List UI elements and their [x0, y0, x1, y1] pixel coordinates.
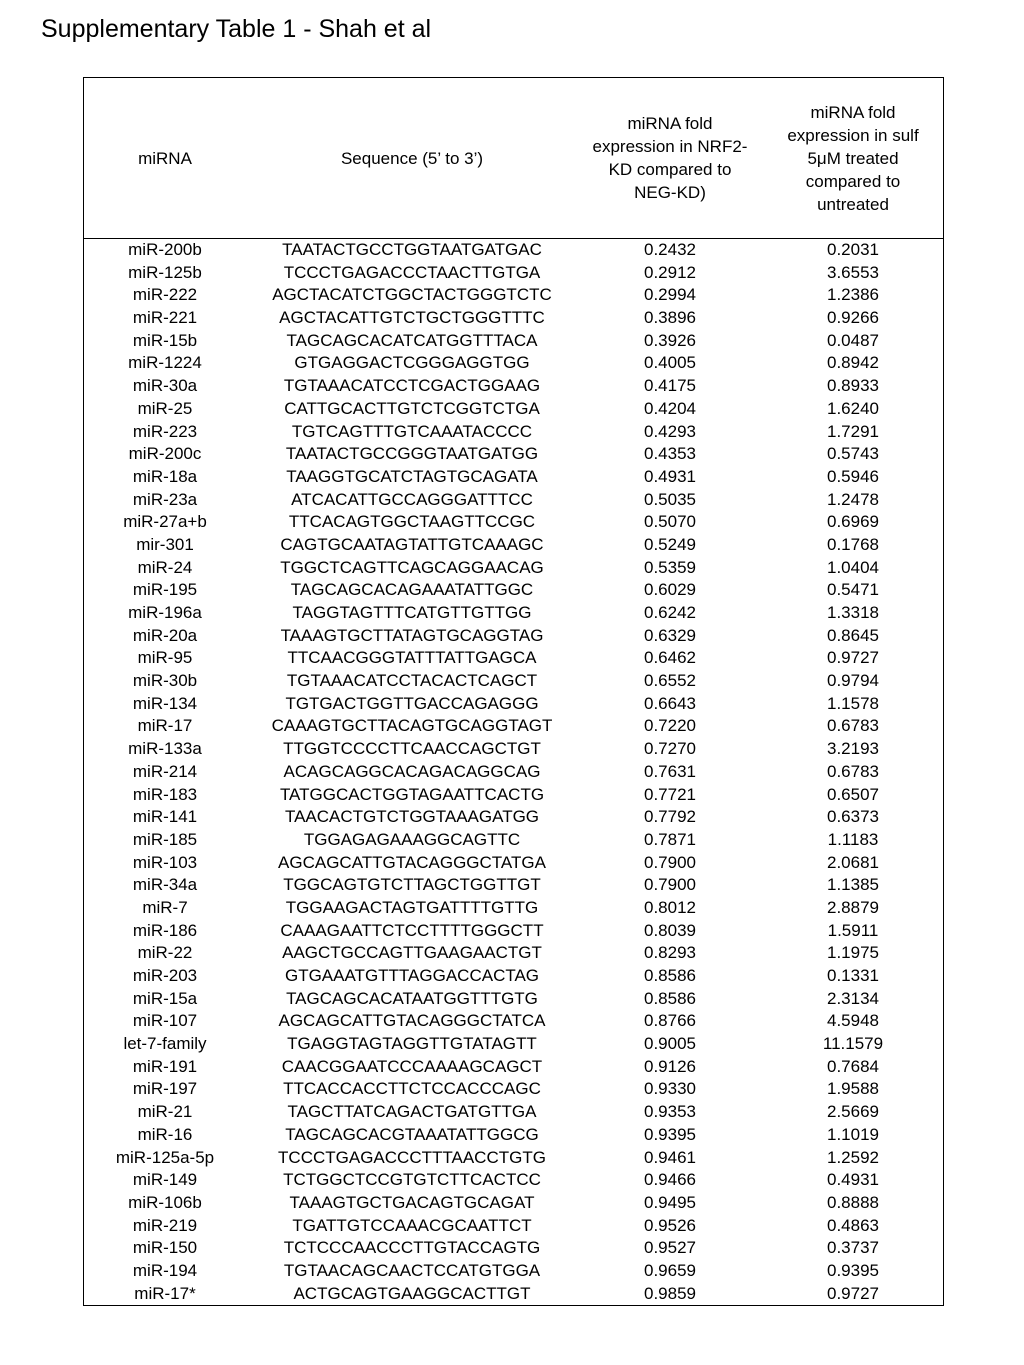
table-row [84, 829, 943, 852]
fold-sulf-treated-cell: 0.1768 [827, 534, 879, 554]
fold-sulf-treated-cell: 0.8645 [827, 625, 879, 645]
table-row [84, 965, 943, 988]
table-row [84, 307, 943, 330]
fold-nrf2-kd-cell: 0.9526 [644, 1215, 696, 1235]
sequence-cell: TGGAAGACTAGTGATTTTGTTG [285, 897, 539, 917]
table-row [84, 1215, 943, 1238]
fold-nrf2-kd-cell: 0.9659 [644, 1260, 696, 1280]
fold-nrf2-kd-cell: 0.2432 [644, 240, 696, 259]
header-line: NEG-KD) [634, 183, 706, 202]
mirna-cell: miR-107 [132, 1011, 198, 1031]
sequence-cell: TAGCAGCACATCATGGTTTACA [286, 330, 538, 350]
table-row [84, 874, 943, 897]
fold-sulf-treated-cell: 0.5946 [827, 466, 879, 486]
fold-sulf-treated-cell: 0.4863 [827, 1215, 879, 1235]
fold-sulf-treated-cell: 0.3737 [827, 1238, 879, 1258]
mirna-cell: miR-21 [137, 1102, 193, 1122]
fold-nrf2-kd-cell: 0.2994 [644, 285, 696, 305]
mirna-cell: miR-141 [132, 807, 198, 827]
fold-nrf2-kd-cell: 0.6552 [644, 671, 696, 691]
mirna-cell: miR-133a [128, 739, 202, 759]
header-mirna [84, 78, 246, 238]
fold-nrf2-kd-cell: 0.3926 [644, 330, 696, 350]
sequence-cell: TAAGGTGCATCTAGTGCAGATA [286, 466, 538, 486]
header-fold-nrf2-kd [578, 78, 762, 238]
sequence-cell: TAATACTGCCGGGTAATGATGG [285, 444, 539, 464]
table-header-row [84, 78, 943, 239]
fold-sulf-treated-cell: 1.5911 [827, 920, 879, 940]
table-row [84, 352, 943, 375]
fold-nrf2-kd-cell: 0.9495 [644, 1192, 696, 1212]
fold-nrf2-kd-cell: 0.6462 [644, 648, 696, 668]
table-row [84, 761, 943, 784]
sequence-cell: TCCCTGAGACCCTTTAACCTGTG [278, 1147, 546, 1167]
mirna-cell: miR-150 [132, 1238, 198, 1258]
header-lines [138, 147, 192, 170]
fold-nrf2-kd-cell: 0.9330 [644, 1079, 696, 1099]
sequence-cell: ACTGCAGTGAAGGCACTTGT [293, 1283, 531, 1303]
sequence-cell: TCCCTGAGACCCTAACTTGTGA [283, 262, 541, 282]
mirna-cell: miR-20a [132, 625, 198, 645]
fold-nrf2-kd-cell: 0.4175 [644, 376, 696, 396]
fold-sulf-treated-cell: 1.1578 [827, 693, 879, 713]
fold-sulf-treated-cell: 0.8942 [827, 353, 879, 373]
sequence-cell: AGCTACATCTGGCTACTGGGTCTC [272, 285, 552, 305]
sequence-cell: GTGAAATGTTTAGGACCACTAG [284, 966, 540, 985]
fold-nrf2-kd-cell: 0.7220 [644, 716, 696, 736]
fold-nrf2-kd-cell: 0.7270 [644, 739, 696, 759]
document-title: Supplementary Table 1 - Shah et al [41, 15, 432, 43]
fold-sulf-treated-cell: 1.3318 [827, 603, 879, 622]
mirna-cell: miR-1224 [128, 353, 202, 373]
table-row [84, 443, 943, 466]
table-row [84, 579, 943, 602]
mirna-cell: miR-103 [132, 852, 198, 872]
mirna-cell: miR-214 [132, 761, 198, 781]
sequence-cell: TAGGTAGTTTCATGTTGTTGG [292, 603, 532, 622]
fold-nrf2-kd-cell: 0.9859 [644, 1283, 696, 1303]
sequence-cell: TCTCCCAACCCTTGTACCAGTG [283, 1238, 541, 1258]
fold-sulf-treated-cell: 0.9395 [827, 1260, 879, 1280]
fold-sulf-treated-cell: 1.0404 [827, 557, 879, 577]
sequence-cell: CAAAGAATTCTCCTTTTGGGCTT [280, 920, 544, 940]
fold-sulf-treated-cell: 0.6783 [827, 761, 879, 781]
mirna-cell: miR-196a [128, 603, 202, 622]
mirna-cell: miR-200c [128, 444, 202, 464]
mirna-cell: miR-18a [132, 466, 198, 486]
fold-sulf-treated-cell: 0.9727 [827, 648, 879, 668]
mirna-cell: miR-22 [137, 943, 193, 963]
fold-nrf2-kd-cell: 0.8766 [644, 1011, 696, 1031]
header-line: Sequence (5’ to 3’) [340, 148, 484, 168]
mirna-cell: miR-219 [132, 1215, 198, 1235]
fold-nrf2-kd-cell: 0.7900 [644, 875, 696, 895]
table-row [84, 330, 943, 353]
table-row [84, 1101, 943, 1124]
table-row [84, 1260, 943, 1283]
fold-nrf2-kd-cell: 0.9005 [644, 1034, 696, 1054]
mirna-cell: miR-17* [134, 1283, 196, 1303]
fold-nrf2-kd-cell: 0.4204 [644, 398, 696, 418]
sequence-cell: TCTGGCTCCGTGTCTTCACTCC [283, 1170, 541, 1190]
header-line: miRNA fold [810, 102, 896, 122]
sequence-cell: TGTAACAGCAACTCCATGTGGA [283, 1260, 541, 1280]
fold-nrf2-kd-cell: 0.7721 [644, 784, 696, 804]
table-row [84, 421, 943, 444]
header-line: compared to [805, 171, 901, 191]
fold-nrf2-kd-cell: 0.4005 [644, 353, 696, 373]
table-row [84, 715, 943, 738]
mirna-cell: miR-186 [132, 920, 198, 940]
fold-nrf2-kd-cell: 0.4931 [644, 466, 696, 486]
mirna-cell: miR-125b [128, 262, 202, 282]
table-row [84, 1283, 943, 1306]
fold-sulf-treated-cell: 0.6783 [827, 716, 879, 736]
fold-sulf-treated-cell: 0.6373 [827, 807, 879, 827]
fold-sulf-treated-cell: 4.5948 [827, 1011, 879, 1031]
fold-nrf2-kd-cell: 0.6242 [644, 603, 696, 622]
table-row [84, 1078, 943, 1101]
mirna-cell: miR-23a [132, 489, 198, 509]
sequence-cell: CAACGGAATCCCAAAAGCAGCT [281, 1056, 543, 1076]
fold-nrf2-kd-cell: 0.9126 [644, 1056, 696, 1076]
mirna-cell: miR-134 [132, 693, 198, 713]
table-row [84, 784, 943, 807]
fold-nrf2-kd-cell: 0.4353 [644, 444, 696, 464]
fold-sulf-treated-cell: 3.2193 [827, 739, 879, 759]
sequence-cell: TATGGCACTGGTAGAATTCACTG [279, 784, 545, 804]
mirna-table [83, 77, 944, 1306]
fold-nrf2-kd-cell: 0.7900 [644, 852, 696, 872]
header-lines [593, 112, 748, 204]
table-row [84, 738, 943, 761]
fold-sulf-treated-cell: 1.2592 [827, 1147, 879, 1167]
sequence-cell: TTGGTCCCCTTCAACCAGCTGT [283, 739, 541, 759]
sequence-cell: AAGCTGCCAGTTGAAGAACTGT [282, 943, 542, 963]
sequence-cell: TGGCTCAGTTCAGCAGGAACAG [280, 557, 544, 577]
fold-nrf2-kd-cell: 0.9466 [644, 1170, 696, 1190]
fold-nrf2-kd-cell: 0.8039 [644, 920, 696, 940]
fold-sulf-treated-cell: 1.6240 [827, 398, 879, 418]
header-line: expression in NRF2- [592, 137, 748, 156]
mirna-cell: miR-197 [132, 1079, 198, 1099]
mirna-cell: miR-203 [132, 966, 198, 985]
mirna-cell: miR-195 [132, 580, 198, 600]
table-row [84, 1237, 943, 1260]
mirna-cell: miR-125a-5p [115, 1147, 215, 1167]
table-row [84, 466, 943, 489]
header-line: untreated [817, 194, 889, 214]
fold-sulf-treated-cell: 1.1183 [827, 829, 879, 849]
fold-nrf2-kd-cell: 0.8586 [644, 966, 696, 985]
mirna-cell: miR-185 [132, 829, 198, 849]
sequence-cell: CAAAGTGCTTACAGTGCAGGTAGT [271, 716, 553, 736]
sequence-cell: ATCACATTGCCAGGGATTTCC [291, 489, 533, 509]
fold-nrf2-kd-cell: 0.9395 [644, 1124, 696, 1144]
fold-nrf2-kd-cell: 0.5035 [644, 489, 696, 509]
sequence-cell: TGGCAGTGTCTTAGCTGGTTGT [283, 875, 541, 895]
sequence-cell: TGTCAGTTTGTCAAATACCCC [291, 421, 533, 441]
table-row [84, 602, 943, 625]
fold-nrf2-kd-cell: 0.3896 [644, 308, 696, 328]
header-line: KD compared to [608, 160, 732, 179]
fold-nrf2-kd-cell: 0.7631 [644, 761, 696, 781]
fold-nrf2-kd-cell: 0.5070 [644, 512, 696, 532]
sequence-cell: AGCTACATTGTCTGCTGGGTTTC [279, 308, 545, 328]
fold-sulf-treated-cell: 0.9266 [827, 308, 879, 328]
table-row [84, 489, 943, 512]
fold-nrf2-kd-cell: 0.6029 [644, 580, 696, 600]
fold-sulf-treated-cell: 0.5743 [827, 444, 879, 464]
fold-nrf2-kd-cell: 0.9461 [644, 1147, 696, 1167]
fold-sulf-treated-cell: 0.1331 [827, 966, 879, 985]
table-row [84, 806, 943, 829]
fold-nrf2-kd-cell: 0.5359 [644, 557, 696, 577]
fold-sulf-treated-cell: 1.7291 [827, 421, 879, 441]
fold-sulf-treated-cell: 2.3134 [827, 988, 879, 1008]
header-lines [341, 147, 483, 170]
table-row [84, 1056, 943, 1079]
mirna-cell: miR-25 [137, 398, 193, 418]
sequence-cell: GTGAGGACTCGGGAGGTGG [294, 353, 530, 373]
sequence-cell: TGATTGTCCAAACGCAATTCT [292, 1215, 532, 1235]
sequence-cell: AGCAGCATTGTACAGGGCTATCA [278, 1011, 546, 1031]
fold-sulf-treated-cell: 1.1975 [827, 943, 879, 963]
table-row [84, 1033, 943, 1056]
fold-nrf2-kd-cell: 0.6643 [644, 693, 696, 713]
sequence-cell: AGCAGCATTGTACAGGGCTATGA [278, 852, 546, 872]
fold-sulf-treated-cell: 0.7684 [827, 1056, 879, 1076]
table-row [84, 1147, 943, 1170]
sequence-cell: TAGCTTATCAGACTGATGTTGA [287, 1102, 537, 1122]
fold-nrf2-kd-cell: 0.9527 [644, 1238, 696, 1258]
table-row [84, 375, 943, 398]
mirna-cell: miR-149 [132, 1170, 198, 1190]
mirna-cell: miR-15a [132, 988, 198, 1008]
table-row [84, 1010, 943, 1033]
header-line: 5μM treated [807, 148, 899, 168]
sequence-cell: TGGAGAGAAAGGCAGTTC [303, 829, 521, 849]
mirna-cell: miR-183 [132, 784, 198, 804]
header-line: miRNA [138, 148, 192, 168]
sequence-cell: TGTAAACATCCTCGACTGGAAG [283, 376, 541, 396]
table-row [84, 262, 943, 285]
sequence-cell: TAGCAGCACGTAAATATTGGCG [285, 1124, 539, 1144]
mirna-cell: miR-34a [132, 875, 198, 895]
mirna-cell: miR-17 [137, 716, 193, 736]
table-row [84, 1124, 943, 1147]
fold-sulf-treated-cell: 1.2478 [827, 489, 879, 509]
fold-sulf-treated-cell: 0.6969 [827, 512, 879, 532]
mirna-cell: miR-194 [132, 1260, 198, 1280]
sequence-cell: TGAGGTAGTAGGTTGTATAGTT [287, 1034, 537, 1054]
fold-sulf-treated-cell: 11.1579 [822, 1034, 884, 1054]
sequence-cell: TGTGACTGGTTGACCAGAGGG [285, 693, 539, 713]
fold-nrf2-kd-cell: 0.8586 [644, 988, 696, 1008]
fold-sulf-treated-cell: 1.1385 [827, 875, 879, 895]
table-row [84, 1169, 943, 1192]
fold-nrf2-kd-cell: 0.4293 [644, 421, 696, 441]
sequence-cell: TAATACTGCCTGGTAATGATGAC [282, 240, 542, 259]
fold-sulf-treated-cell: 2.0681 [827, 852, 879, 872]
fold-nrf2-kd-cell: 0.5249 [644, 534, 696, 554]
mirna-cell: miR-16 [137, 1124, 193, 1144]
sequence-cell: TAACACTGTCTGGTAAAGATGG [284, 807, 540, 827]
sequence-cell: TAAAGTGCTGACAGTGCAGAT [289, 1192, 535, 1212]
fold-nrf2-kd-cell: 0.2912 [644, 262, 696, 282]
fold-sulf-treated-cell: 1.1019 [827, 1124, 879, 1144]
table-row [84, 284, 943, 307]
mirna-cell: miR-7 [142, 897, 188, 917]
table-row [84, 511, 943, 534]
mirna-cell: miR-15b [132, 330, 198, 350]
fold-nrf2-kd-cell: 0.9353 [644, 1102, 696, 1122]
fold-sulf-treated-cell: 0.9727 [827, 1283, 879, 1303]
table-row [84, 670, 943, 693]
fold-sulf-treated-cell: 0.8933 [827, 376, 879, 396]
fold-sulf-treated-cell: 0.8888 [827, 1192, 879, 1212]
mirna-cell: let-7-family [123, 1034, 207, 1054]
table-row [84, 534, 943, 557]
sequence-cell: ACAGCAGGCACAGACAGGCAG [283, 761, 541, 781]
mirna-cell: miR-106b [128, 1192, 202, 1212]
fold-sulf-treated-cell: 2.8879 [827, 897, 879, 917]
header-lines [787, 101, 918, 216]
table-row [84, 693, 943, 716]
sequence-cell: TTCACCACCTTCTCCACCCAGC [283, 1079, 541, 1099]
header-sequence [246, 78, 578, 238]
table-row [84, 942, 943, 965]
fold-nrf2-kd-cell: 0.7792 [644, 807, 696, 827]
fold-sulf-treated-cell: 0.0487 [827, 330, 879, 350]
fold-nrf2-kd-cell: 0.6329 [644, 625, 696, 645]
table-row [84, 398, 943, 421]
table-body [84, 239, 943, 1305]
sequence-cell: TAGCAGCACAGAAATATTGGC [290, 580, 534, 600]
mirna-cell: miR-221 [132, 308, 198, 328]
fold-sulf-treated-cell: 0.2031 [827, 240, 879, 259]
mirna-cell: miR-222 [132, 285, 198, 305]
fold-sulf-treated-cell: 0.6507 [827, 784, 879, 804]
mirna-cell: miR-30a [132, 376, 198, 396]
header-line: miRNA fold [627, 114, 713, 133]
mirna-cell: miR-27a+b [123, 512, 207, 532]
table-row [84, 897, 943, 920]
mirna-cell: miR-30b [132, 671, 198, 691]
sequence-cell: TAAAGTGCTTATAGTGCAGGTAG [280, 625, 544, 645]
mirna-cell: miR-200b [128, 240, 202, 259]
mirna-cell: mir-301 [136, 534, 194, 554]
sequence-cell: TTCACAGTGGCTAAGTTCCGC [288, 512, 536, 532]
sequence-cell: TTCAACGGGTATTTATTGAGCA [287, 648, 537, 668]
fold-sulf-treated-cell: 0.5471 [827, 580, 879, 600]
mirna-cell: miR-223 [132, 421, 198, 441]
table-row [84, 647, 943, 670]
fold-sulf-treated-cell: 0.4931 [827, 1170, 879, 1190]
mirna-cell: miR-95 [137, 648, 193, 668]
table-row [84, 557, 943, 580]
fold-sulf-treated-cell: 1.2386 [827, 285, 879, 305]
fold-nrf2-kd-cell: 0.7871 [644, 829, 696, 849]
table-row [84, 239, 943, 262]
fold-sulf-treated-cell: 3.6553 [827, 262, 879, 282]
sequence-cell: CAGTGCAATAGTATTGTCAAAGC [280, 534, 544, 554]
table-row [84, 1192, 943, 1215]
fold-sulf-treated-cell: 2.5669 [827, 1102, 879, 1122]
header-line: expression in sulf [787, 125, 919, 145]
table-row [84, 852, 943, 875]
fold-sulf-treated-cell: 0.9794 [827, 671, 879, 691]
fold-nrf2-kd-cell: 0.8012 [644, 897, 696, 917]
fold-sulf-treated-cell: 1.9588 [827, 1079, 879, 1099]
sequence-cell: TGTAAACATCCTACACTCAGCT [286, 671, 538, 691]
header-fold-sulf-treated [762, 78, 944, 238]
fold-nrf2-kd-cell: 0.8293 [644, 943, 696, 963]
sequence-cell: CATTGCACTTGTCTCGGTCTGA [284, 398, 540, 418]
table-row [84, 988, 943, 1011]
table-row [84, 625, 943, 648]
mirna-cell: miR-24 [137, 557, 193, 577]
table-row [84, 920, 943, 943]
sequence-cell: TAGCAGCACATAATGGTTTGTG [286, 988, 538, 1008]
mirna-cell: miR-191 [132, 1056, 198, 1076]
